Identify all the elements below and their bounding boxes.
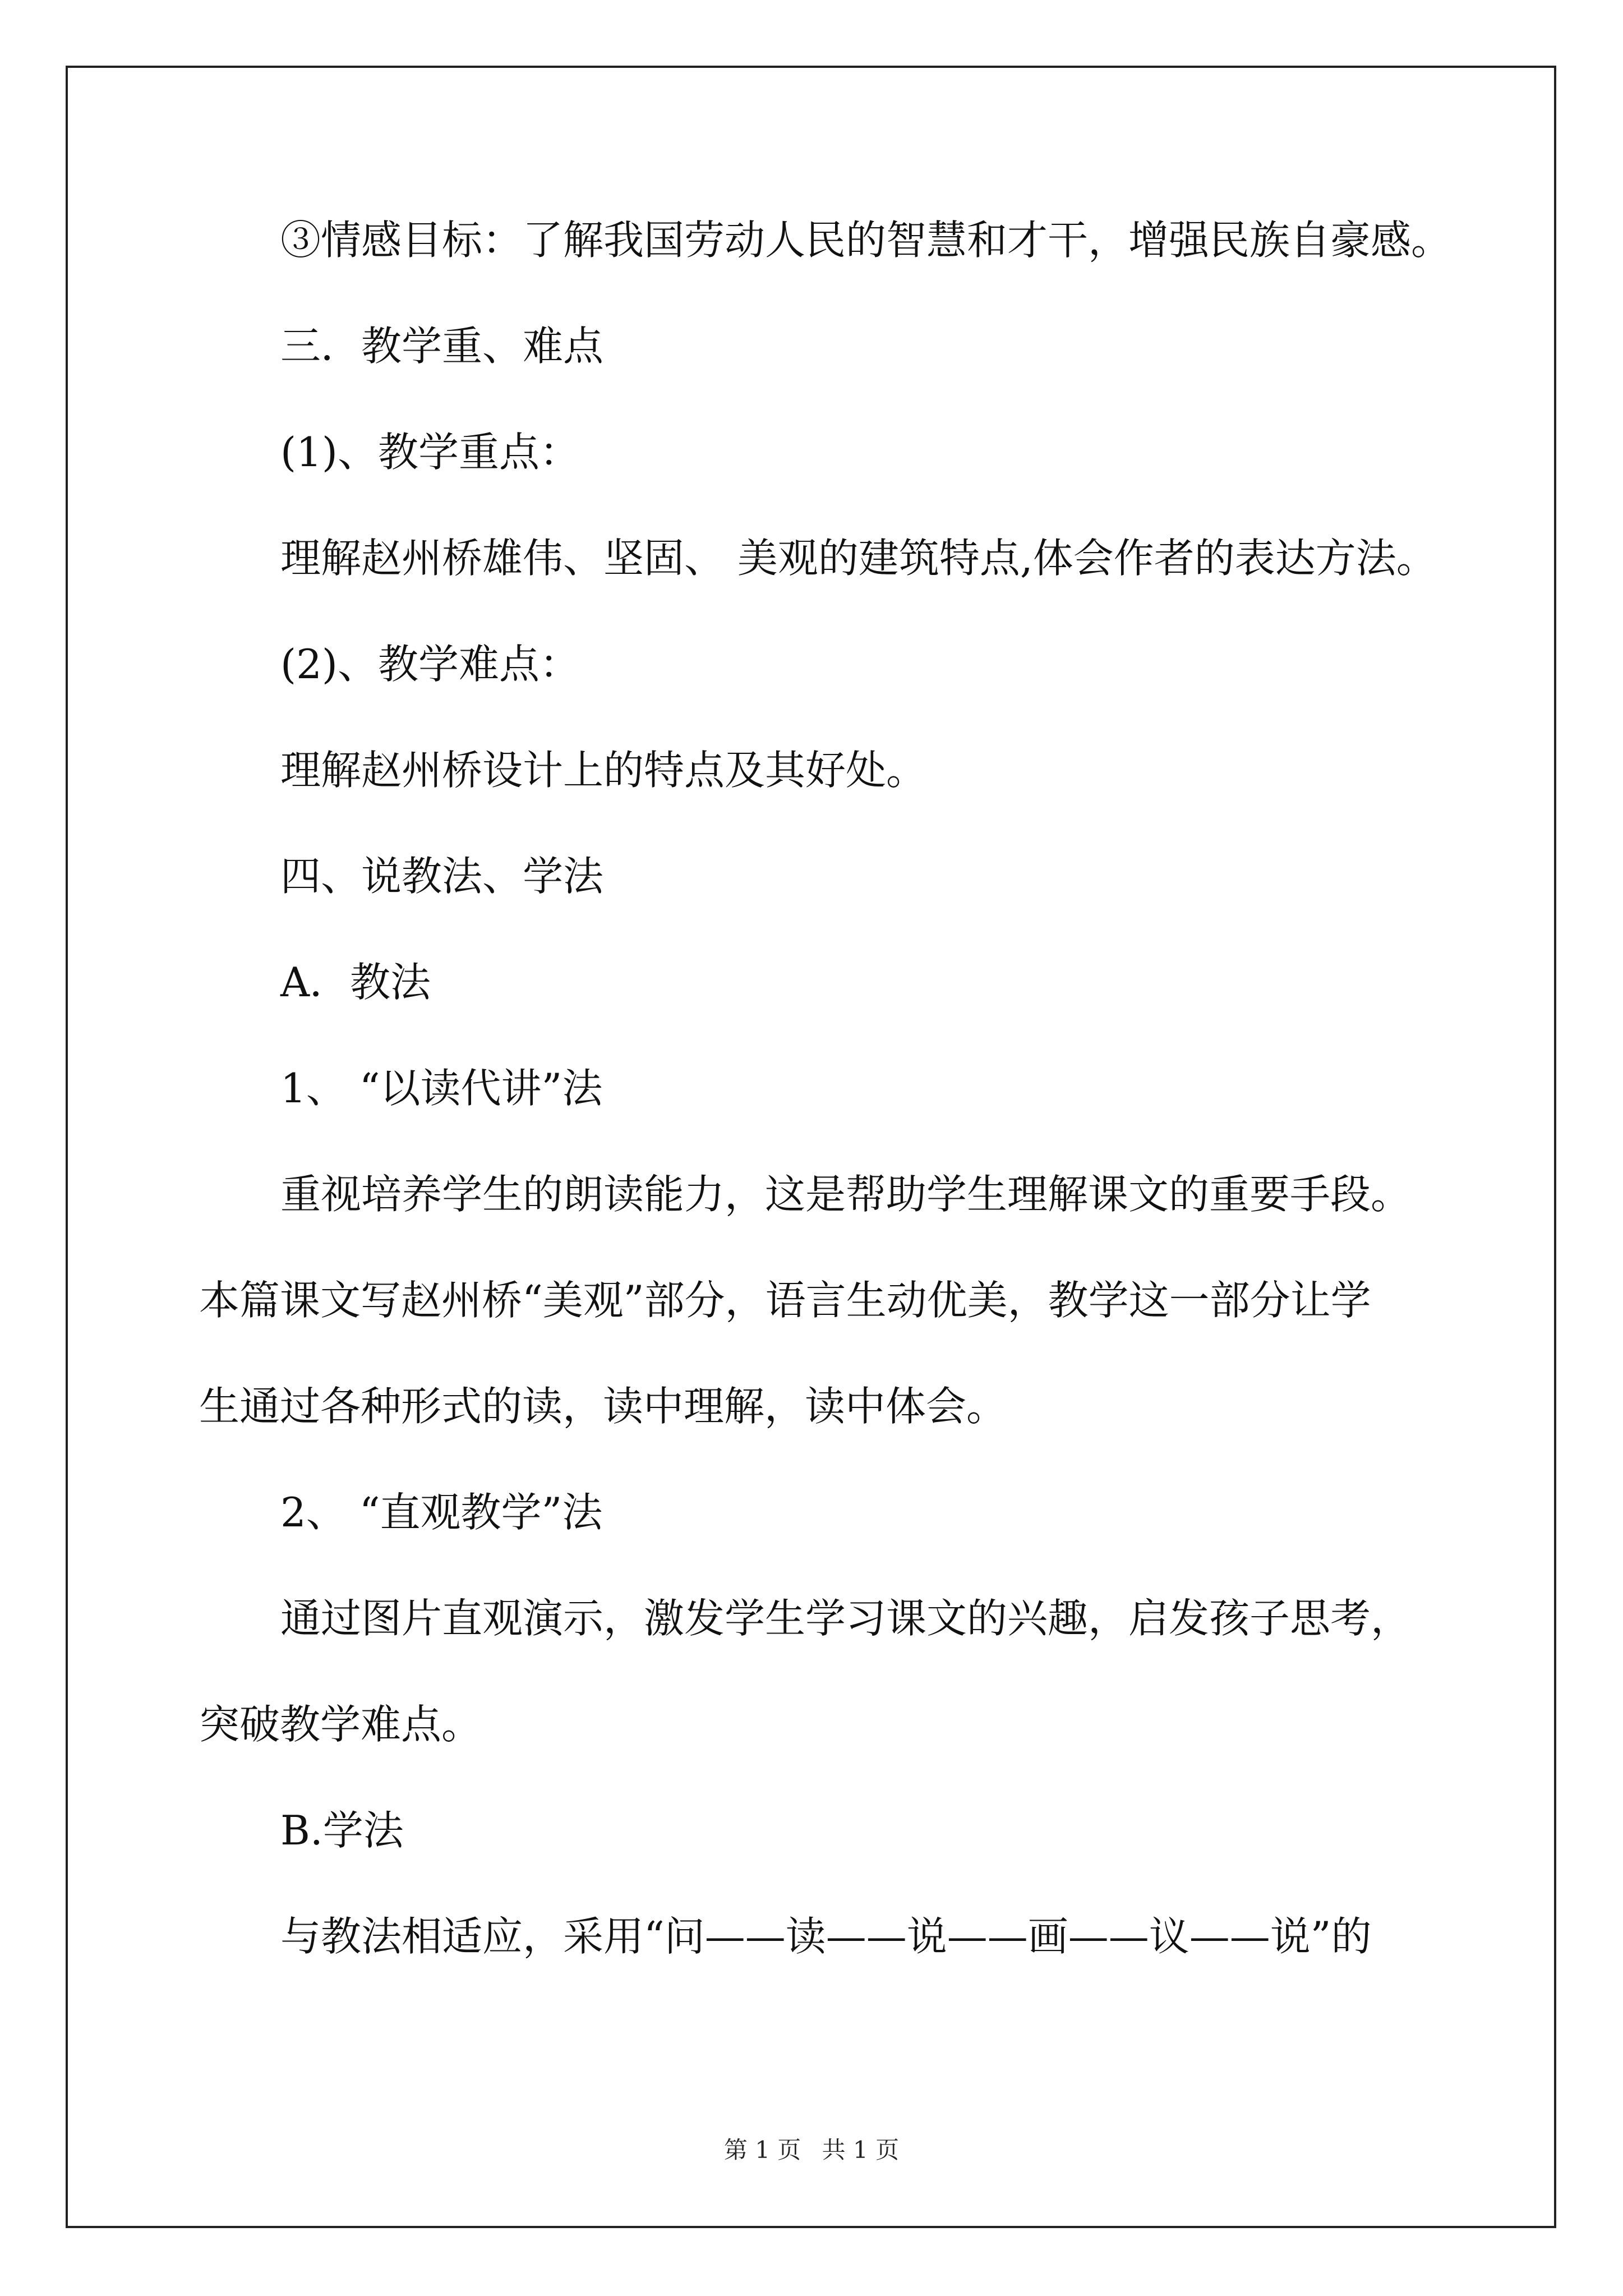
paragraph-line: 生通过各种形式的读，读中理解，读中体会。 (199, 1383, 1007, 1430)
section-heading: 四、说教法、学法 (280, 853, 604, 900)
paragraph-line: 突破教学难点。 (199, 1701, 482, 1748)
subheading: 2、 “直观教学”法 (280, 1489, 603, 1536)
subheading: B.学法 (280, 1807, 404, 1854)
paragraph-line: ③情感目标：了解我国劳动人民的智慧和才干，增强民族自豪感。 (280, 217, 1452, 264)
subheading: 1、 “以读代讲”法 (280, 1065, 603, 1112)
paragraph-line: 本篇课文写赵州桥“美观”部分，语言生动优美，教学这一部分让学 (199, 1277, 1371, 1324)
paragraph-line: 与教法相适应，采用“问——读——说——画——议——说”的 (280, 1913, 1372, 1960)
page-border (66, 66, 1556, 2228)
page-footer (0, 2132, 1623, 2165)
paragraph-line: 通过图片直观演示，激发学生学习课文的兴趣，启发孩子思考， (280, 1595, 1412, 1642)
subheading: (1)、教学重点： (280, 429, 580, 476)
section-heading: 三．教学重、难点 (280, 323, 604, 370)
page-number: 第 1 页 (723, 2136, 801, 2164)
paragraph-line: 理解赵州桥雄伟、坚固、 美观的建筑特点,体会作者的表达方法。 (280, 535, 1437, 582)
page-total: 共 1 页 (822, 2136, 900, 2164)
paragraph-line: 重视培养学生的朗读能力，这是帮助学生理解课文的重要手段。 (280, 1171, 1412, 1218)
subheading: (2)、教学难点： (280, 641, 580, 688)
paragraph-line: 理解赵州桥设计上的特点及其好处。 (280, 747, 927, 794)
subheading: A．教法 (280, 959, 431, 1006)
